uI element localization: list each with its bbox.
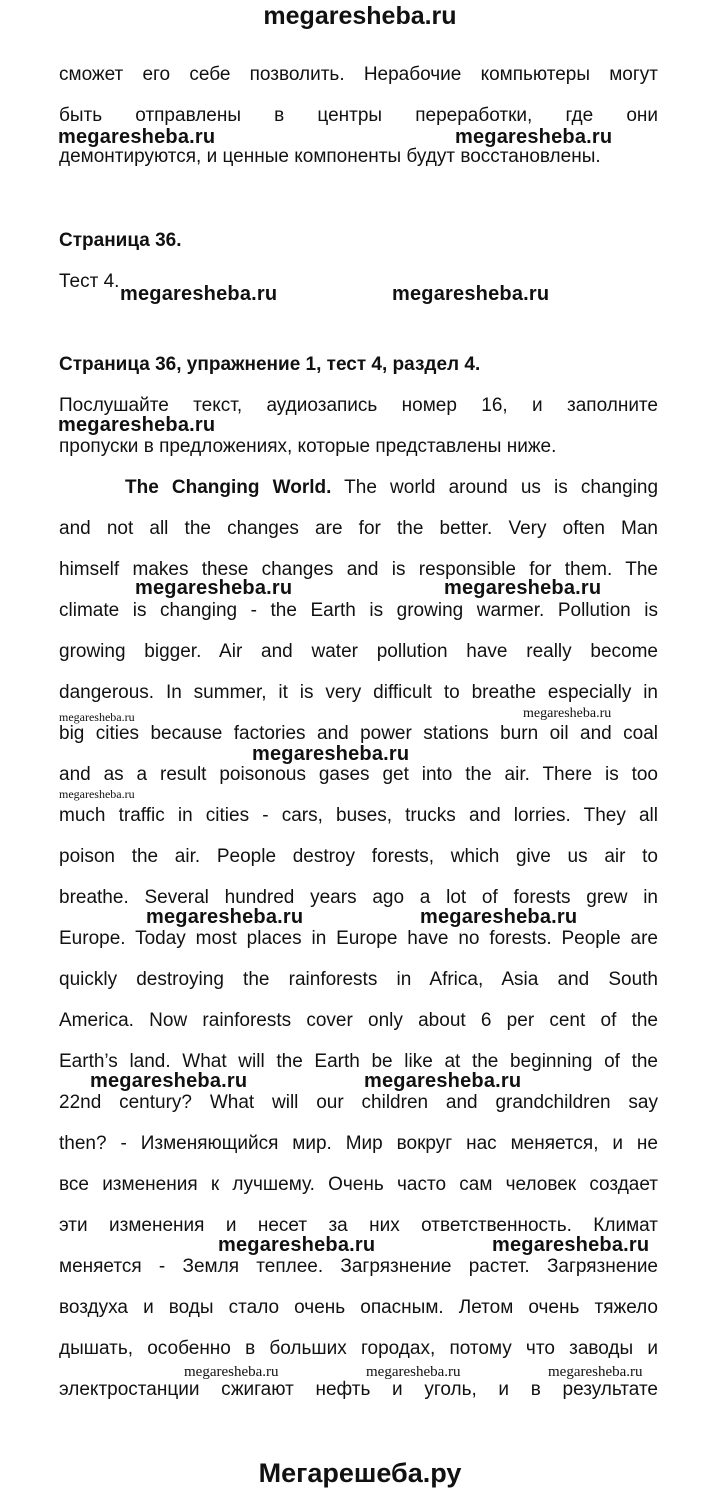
text-line: breathe. Several hundred years ago a lot of forests grew in <box>59 887 658 908</box>
text-line: все изменения к лучшему. Очень часто сам человек создает <box>59 1174 658 1195</box>
intro-line: демонтируются, и ценные компоненты будут восстановлены. <box>59 146 601 167</box>
text-line: and as a result poisonous gases get into the air. There is too <box>59 764 658 785</box>
text-first-line-rest: The world around us is changing <box>344 477 659 498</box>
watermark: megaresheba.ru <box>492 1234 650 1256</box>
site-header[interactable]: megaresheba.ru <box>263 2 457 30</box>
instruction-line: Послушайте текст, аудиозапись номер 16, и заполните <box>59 395 658 416</box>
text-line: and not all the changes are for the better. Very often Man <box>59 518 658 539</box>
text-line: dangerous. In summer, it is very difficult to breathe especially in <box>59 682 658 703</box>
text-line: much traffic in cities - cars, buses, trucks and lorries. They all <box>59 805 658 826</box>
site-footer[interactable]: Мегарешеба.ру <box>258 1458 462 1488</box>
text-line: 22nd century? What will our children and grandchildren say <box>59 1092 658 1113</box>
instruction-line: пропуски в предложениях, которые представлены ниже. <box>59 436 557 457</box>
text-line: big cities because factories and power stations burn oil and coal <box>59 723 658 744</box>
watermark: megaresheba.ru <box>364 1070 522 1092</box>
exercise-heading: Страница 36, упражнение 1, тест 4, раздел 4. <box>59 354 481 375</box>
watermark: megaresheba.ru <box>58 126 216 148</box>
watermark: megaresheba.ru <box>455 126 613 148</box>
watermark: megaresheba.ru <box>135 577 293 599</box>
page-heading: Страница 36. <box>59 230 182 251</box>
text-line: Europe. Today most places in Europe have no forests. People are <box>59 928 658 949</box>
watermark: megaresheba.ru <box>252 743 410 765</box>
text-line: climate is changing - the Earth is growing warmer. Pollution is <box>59 600 658 621</box>
watermark: megaresheba.ru <box>392 283 550 305</box>
text-line: poison the air. People destroy forests, which give us air to <box>59 846 658 867</box>
text-line: воздуха и воды стало очень опасным. Летом очень тяжело <box>59 1297 658 1318</box>
intro-line: быть отправлены в центры переработки, где они <box>59 105 658 126</box>
watermark: megaresheba.ru <box>59 710 135 724</box>
watermark: megaresheba.ru <box>218 1234 376 1256</box>
watermark: megaresheba.ru <box>366 1364 461 1380</box>
text-line: Earth’s land. What will the Earth be like at the beginning of the <box>59 1051 658 1072</box>
text-line: himself makes these changes and is responsible for them. The <box>59 559 658 580</box>
text-line: эти изменения и несет за них ответственность. Климат <box>59 1215 658 1236</box>
text-line: then? - Изменяющийся мир. Мир вокруг нас меняется, и не <box>59 1133 658 1154</box>
watermark: megaresheba.ru <box>420 906 578 928</box>
text-line: электростанции сжигают нефть и уголь, и в результате <box>59 1379 658 1400</box>
text-title: The Changing World. <box>125 477 332 498</box>
watermark: megaresheba.ru <box>90 1070 248 1092</box>
watermark: megaresheba.ru <box>523 706 612 721</box>
test-label: Тест 4. <box>59 271 120 292</box>
text-line: дышать, особенно в больших городах, потому что заводы и <box>59 1338 658 1359</box>
text-line: America. Now rainforests cover only about 6 per cent of the <box>59 1010 658 1031</box>
text-first-line <box>125 476 658 500</box>
watermark: megaresheba.ru <box>120 283 278 305</box>
watermark: megaresheba.ru <box>184 1364 279 1380</box>
watermark: megaresheba.ru <box>444 577 602 599</box>
watermark: megaresheba.ru <box>59 787 135 801</box>
text-line: меняется - Земля теплее. Загрязнение растет. Загрязнение <box>59 1256 658 1277</box>
watermark: megaresheba.ru <box>146 906 304 928</box>
watermark: megaresheba.ru <box>58 414 216 436</box>
intro-line: сможет его себе позволить. Нерабочие компьютеры могут <box>59 64 658 85</box>
watermark: megaresheba.ru <box>548 1364 643 1380</box>
text-line: quickly destroying the rainforests in Africa, Asia and South <box>59 969 658 990</box>
text-line: growing bigger. Air and water pollution have really become <box>59 641 658 662</box>
